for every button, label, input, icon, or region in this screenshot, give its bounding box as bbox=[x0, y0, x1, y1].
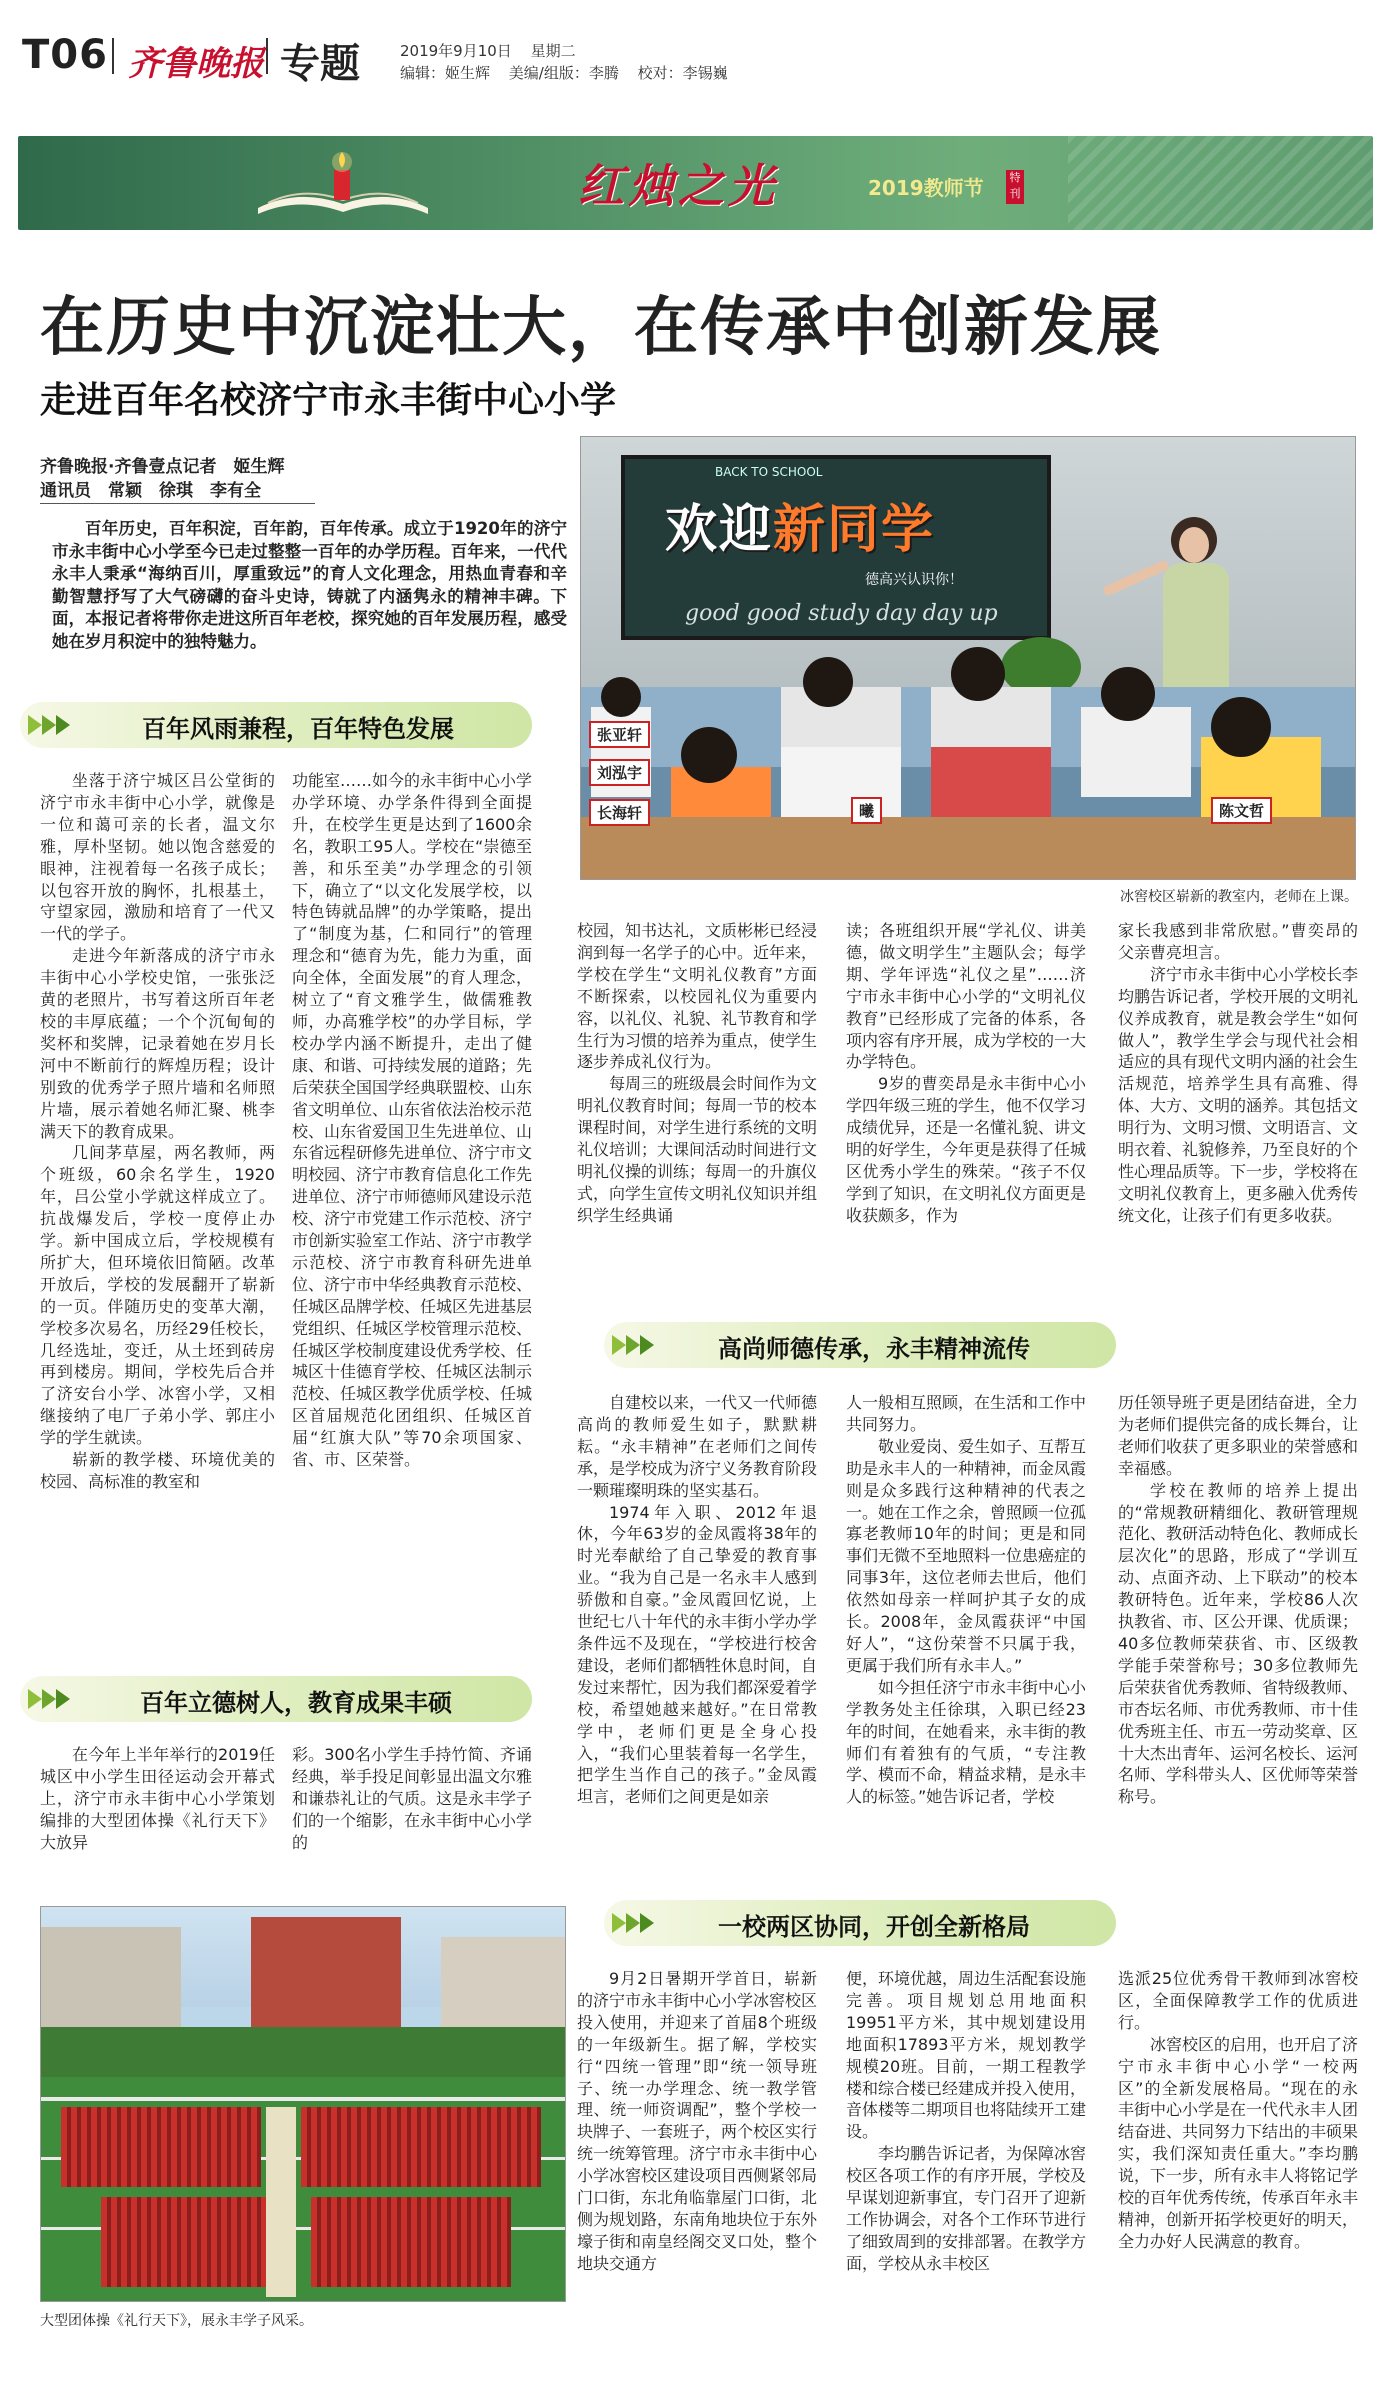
section-heading-4-text: 一校两区协同，开创全新格局 bbox=[718, 1913, 1030, 1941]
board-sub-text: good good study day day up bbox=[685, 601, 998, 626]
name-card: 张亚轩 bbox=[589, 721, 650, 748]
book-candle-icon bbox=[248, 148, 438, 218]
s3-column-1 bbox=[40, 1744, 275, 1854]
section-heading-3-text: 百年立德树人，教育成果丰硕 bbox=[140, 1689, 452, 1717]
editor-credit: 编辑：姬生辉 bbox=[400, 64, 491, 82]
section-heading-3 bbox=[20, 1676, 532, 1722]
issue-date: 2019年9月10日 bbox=[400, 42, 512, 60]
classroom-photo bbox=[580, 436, 1356, 880]
banner-pattern bbox=[1068, 136, 1373, 230]
masthead-divider bbox=[112, 38, 114, 74]
board-top-text: BACK TO SCHOOL bbox=[715, 465, 823, 479]
paragraph: 走进今年新落成的济宁市永丰街中心小学校史馆，一张张泛黄的老照片，书写着这所百年老校的丰厚底蕴；一个个沉甸甸的奖杯和奖牌，记录着她在岁月长河中不断前行的辉煌历程；设计别致的优秀学子照片墙和名师照片墙，展示着她名师汇聚、桃李满天下的教育成果。 bbox=[40, 946, 275, 1141]
article-headline: 在历史中沉淀壮大，在传承中创新发展 bbox=[40, 291, 1162, 365]
paragraph: 便，环境优越，周边生活配套设施完善。项目规划总用地面积19951平方米，其中规划建设用地面积17893平方米，规划教学规模20班。目前，一期工程教学楼和综合楼已经建成并投入使用，音体楼等二期项目也将陆续开工建设。 bbox=[846, 1969, 1087, 2142]
s2-column-2 bbox=[846, 1392, 1086, 1808]
paragraph: 1974年入职、2012年退休，今年63岁的金凤霞将38年的时光奉献给了自己挚爱的教育事业。“我为自己是一名永丰人感到骄傲和自豪。”金凤霞回忆说，上世纪七八十年代的永丰街小学办学条件远不及现在，“学校进行校舍建设，老师们都牺牲休息时间，自发过来帮忙，因为我们都深爱着学校，希望她越来越好。”在日常教学中，老师们更是全身心投入，“我们心里装着每一名学生，把学生当作自己的孩子。”金凤霞坦言，老师们之间更是如亲 bbox=[577, 1502, 818, 1807]
banner-year: 2019教师节 bbox=[868, 176, 984, 200]
paragraph: 9岁的曹奕昂是永丰街中心小学四年级三班的学生，他不仅学习成绩优异，还是一名懂礼貌、讲文明的好学生，今年更是获得了任城区优秀小学生的殊荣。“孩子不仅学到了知识，在文明礼仪方面更是收获颇多，作为 bbox=[846, 1074, 1087, 1225]
board-title bbox=[665, 487, 935, 562]
paragraph: 如今担任济宁市永丰街中心小学教务处主任徐琪，入职已经23年的时间，在她看来，永丰街的教师们有着独有的气质，“专注教学、模而不命，精益求精，是永丰人的标签。”她告诉记者，学校 bbox=[846, 1677, 1087, 1807]
paragraph: 自建校以来，一代又一代师德高尚的教师爱生如子，默默耕耘。“永丰精神”在老师们之间传承，是学校成为济宁义务教育阶段一颗璀璨明珠的坚实基石。 bbox=[577, 1393, 818, 1500]
section-heading-2-text: 高尚师德传承，永丰精神流传 bbox=[718, 1335, 1030, 1363]
section-title: 专题 bbox=[280, 41, 360, 87]
playground-photo-caption: 大型团体操《礼行天下》，展永丰学子风采。 bbox=[40, 2313, 313, 2329]
paragraph: 校园，知书达礼，文质彬彬已经浸润到每一名学子的心中。近年来，学校在学生“文明礼仪教育”方面不断探索，以校园礼仪为重要内容，以礼仪、礼貌、礼节教育和学生行为习惯的培养为重点，使学生逐步养成礼仪行为。 bbox=[577, 921, 818, 1072]
section-heading-1-text: 百年风雨兼程，百年特色发展 bbox=[142, 715, 454, 743]
paragraph: 人一般相互照顾，在生活和工作中共同努力。 bbox=[846, 1393, 1087, 1434]
masthead-credits bbox=[400, 62, 742, 83]
paragraph: 历任领导班子更是团结奋进，全力为老师们提供完备的成长舞台，让老师们收获了更多职业的荣誉感和幸福感。 bbox=[1118, 1393, 1359, 1478]
paragraph: 坐落于济宁城区吕公堂街的济宁市永丰街中心小学，就像是一位和蔼可亲的长者，温文尔雅，厚朴坚韧。她以饱含慈爱的眼神，注视着每一名孩子成长；以包容开放的胸怀，扎根基土，守望家园，激励和培育了一代又一代的学子。 bbox=[40, 771, 275, 944]
paragraph: 功能室……如今的永丰街中心小学办学环境、办学条件得到全面提升，在校学生更是达到了1600余名，教职工95人。学校在“崇德至善，和乐至美”办学理念的引领下，确立了“以文化发展学校，以特色铸就品牌”的办学策略，提出了“制度为基，仁和同行”的管理理念和“德育为先，能力为重，面向全体，全面发展”的育人理念，树立了“育文雅学生，做儒雅教师，办高雅学校”的办学目标，学校办学内涵不断提升，走出了健康、和谐、可持续发展的道路；先后荣获全国国学经典联盟校、山东省文明单位、山东省依法治校示范校、山东省爱国卫生先进单位、山东省远程研修先进单位、济宁市文明校园、济宁市教育信息化工作先进单位、济宁市师德师风建设示范校、济宁市党建工作示范校、济宁市创新实验室工作站、济宁市教学示范校、济宁市教育科研先进单位、济宁市中华经典教育示范校、任城区品牌学校、任城区先进基层党组织、任城区学校管理示范校、任城区学校制度建设优秀学校、任城区十佳德育学校、任城区法制示范校、任城区教学优质学校、任城区首届规范化团组织、任城区首届“红旗大队”等70余项国家、省、市、区荣誉。 bbox=[292, 771, 533, 1470]
banner-tag: 特刊 bbox=[1006, 170, 1024, 204]
byline-correspondents: 通讯员 常颖 徐琪 李有全 bbox=[40, 481, 261, 501]
paragraph: 在今年上半年举行的2019任城区中小学生田径运动会开幕式上，济宁市永丰街中心小学策划编排的大型团体操《礼行天下》大放异 bbox=[40, 1745, 275, 1852]
paragraph: 选派25位优秀骨干教师到冰窖校区，全面保障教学工作的优质进行。 bbox=[1118, 1969, 1358, 2032]
paragraph: 彩。300名小学生手持竹简、齐诵经典，举手投足间彰显出温文尔雅和谦恭礼让的气质。这是永丰学子们的一个缩影，在永丰街中心小学的 bbox=[292, 1745, 533, 1852]
section-heading-1 bbox=[20, 702, 532, 748]
board-title-welcome: 欢迎 bbox=[665, 500, 774, 560]
s1-column-2 bbox=[292, 770, 532, 1471]
byline-reporter: 齐鲁晚报·齐鲁壹点记者 姬生辉 bbox=[40, 457, 285, 477]
s2-column-1 bbox=[577, 1392, 817, 1808]
blackboard bbox=[621, 455, 1051, 640]
paragraph: 家长我感到非常欣慰。”曹奕昂的父亲曹亮坦言。 bbox=[1118, 921, 1358, 962]
s1-column-3 bbox=[577, 920, 817, 1227]
board-title-newstudents: 新同学 bbox=[773, 500, 936, 560]
classroom-photo-caption: 冰窖校区崭新的教室内，老师在上课。 bbox=[1120, 889, 1358, 905]
paragraph: 9月2日暑期开学首日，崭新的济宁市永丰街中心小学冰窖校区投入使用，并迎来了首届8个班级的一年级新生。据了解，学校实行“四统一管理”即“统一领导班子、统一办学理念、统一教学管理、统一师资调配”，整个学校一块牌子、一套班子，两个校区实行统一统筹管理。济宁市永丰街中心小学冰窖校区建设项目西侧紧邻局门口街，东北角临靠屋门口街，北侧为规划路，东南角地块位于东外壕子街和南皇经阁交叉口处，整个地块交通方 bbox=[577, 1969, 818, 2273]
proofreader-credit: 校对：李锡巍 bbox=[637, 64, 728, 82]
playground-photo bbox=[40, 1906, 566, 2302]
article-lead: 百年历史，百年积淀，百年韵，百年传承。成立于1920年的济宁市永丰街中心小学至今已走过整整一百年的办学历程。百年来，一代代永丰人秉承“海纳百川，厚重致远”的育人文化理念，用热血青春和辛勤智慧抒写了大气磅礴的奋斗史诗，铸就了内涵隽永的精神丰碑。下面，本报记者将带你走进这所百年老校，探究她的百年发展历程，感受她在岁月积淀中的独特魅力。 bbox=[52, 519, 567, 651]
name-card: 长海轩 bbox=[589, 799, 650, 826]
issue-weekday: 星期二 bbox=[530, 42, 576, 60]
byline-divider bbox=[40, 503, 315, 504]
paragraph: 济宁市永丰街中心小学校长李均鹏告诉记者，学校开展的文明礼仪养成教育，就是教会学生“如何做人”，教学生学会与现代社会相适应的具有现代文明内涵的社会生活规范，培养学生具有高雅、得体、大方、文明的涵养。其包括文明行为、文明习惯、文明语言、文明衣着、礼貌修养，乃至良好的个性心理品质等。下一步，学校将在文明礼仪教育上，更多融入优秀传统文化，让孩子们有更多收获。 bbox=[1118, 964, 1359, 1225]
art-editor-credit: 美编/组版：李腾 bbox=[508, 64, 619, 82]
newspaper-logo: 齐鲁晚报 bbox=[128, 44, 264, 84]
name-card: 陈文哲 bbox=[1211, 797, 1272, 824]
paragraph: 几间茅草屋，两名教师，两个班级，60余名学生，1920年，吕公堂小学就这样成立了。抗战爆发后，学校一度停止办学。新中国成立后，学校规模有所扩大，但环境依旧简陋。改革开放后，学校的发展翻开了崭新的一页。伴随历史的变革大潮，学校多次易名，历经29任校长，几经选址，变迁，从土坯到砖房再到楼房。期间，学校先后合并了济安台小学、冰窖小学，又相继接纳了电厂子弟小学、郭庄小学的学生就读。 bbox=[40, 1143, 275, 1448]
name-card: 刘泓宇 bbox=[589, 759, 650, 786]
paragraph: 崭新的教学楼、环境优美的校园、高标准的教室和 bbox=[40, 1450, 275, 1491]
paragraph: 敬业爱岗、爱生如子、互帮互助是永丰人的一种精神，而金凤霞则是众多践行这种精神的代表之一。她在工作之余，曾照顾一位孤寡老教师10年的时间；更是和同事们无微不至地照料一位患癌症的同事3年，这位老师去世后，他们依然如母亲一样呵护其子女的成长。2008年，金凤霞获评“中国好人”，“这份荣誉不只属于我，更属于我们所有永丰人。” bbox=[846, 1436, 1087, 1675]
s2-column-3 bbox=[1118, 1392, 1358, 1808]
s1-column-5 bbox=[1118, 920, 1358, 1227]
name-card: 曦 bbox=[851, 797, 882, 824]
masthead-date-line bbox=[400, 40, 590, 61]
paragraph: 学校在教师的培养上提出的“常规教研精细化、教研管理规范化、教研活动特色化、教师成长层次化”的思路，形成了“学训互动、点面齐动、上下联动”的校本教研特色。近年来，学校86人次执教省、市、区公开课、优质课；40多位教师荣获省、市、区级教学能手荣誉称号；30多位教师先后荣获省优秀教师、省特级教师、市杏坛名师、市优秀教师、市十佳优秀班主任、市五一劳动奖章、区十大杰出青年、运河名校长、运河名师、学科带头人、区优师等荣誉称号。 bbox=[1118, 1480, 1359, 1807]
paragraph: 读；各班组织开展“学礼仪、讲美德，做文明学生”主题队会；每学期、学年评选“礼仪之星”……济宁市永丰街中心小学的“文明礼仪教育”已经形成了完备的体系，各项内容有序开展，成为学校的一大办学特色。 bbox=[846, 921, 1087, 1072]
masthead-divider bbox=[266, 38, 268, 74]
board-small-text: 德高兴认识你！ bbox=[865, 572, 963, 588]
paragraph: 冰窖校区的启用，也开启了济宁市永丰街中心小学“一校两区”的全新发展格局。“现在的永丰街中心小学是在一代代永丰人团结奋进、共同努力下结出的丰硕果实，我们深知责任重大。”李均鹏说，下一步，所有永丰人将铭记学校的百年优秀传统，传承百年永丰精神，创新开拓学校更好的明天，全力办好人民满意的教育。 bbox=[1118, 2034, 1359, 2251]
s1-column-4 bbox=[846, 920, 1086, 1227]
paragraph: 每周三的班级晨会时间作为文明礼仪教育时间；每周一节的校本课程时间，对学生进行系统的文明礼仪培训；大课间活动时间进行文明礼仪操的训练；每周一的升旗仪式，向学生宣传文明礼仪知识并组织学生经典诵 bbox=[577, 1074, 818, 1225]
paragraph: 李均鹏告诉记者，为保障冰窖校区各项工作的有序开展，学校及早谋划迎新事宜，专门召开了迎新工作协调会，对各个工作环节进行了细致周到的安排部署。在教学方面，学校从永丰校区 bbox=[846, 2144, 1087, 2273]
section-heading-4 bbox=[604, 1900, 1116, 1946]
banner-title: 红烛之光 bbox=[578, 159, 778, 213]
feature-banner bbox=[18, 136, 1373, 230]
page-number: T06 bbox=[22, 32, 108, 78]
s4-column-3 bbox=[1118, 1968, 1358, 2253]
s4-column-1 bbox=[577, 1968, 817, 2275]
s4-column-2 bbox=[846, 1968, 1086, 2275]
section-heading-2 bbox=[604, 1322, 1116, 1368]
s1-column-1 bbox=[40, 770, 275, 1493]
s3-column-2 bbox=[292, 1744, 532, 1854]
article-subheadline: 走进百年名校济宁市永丰街中心小学 bbox=[40, 380, 617, 421]
